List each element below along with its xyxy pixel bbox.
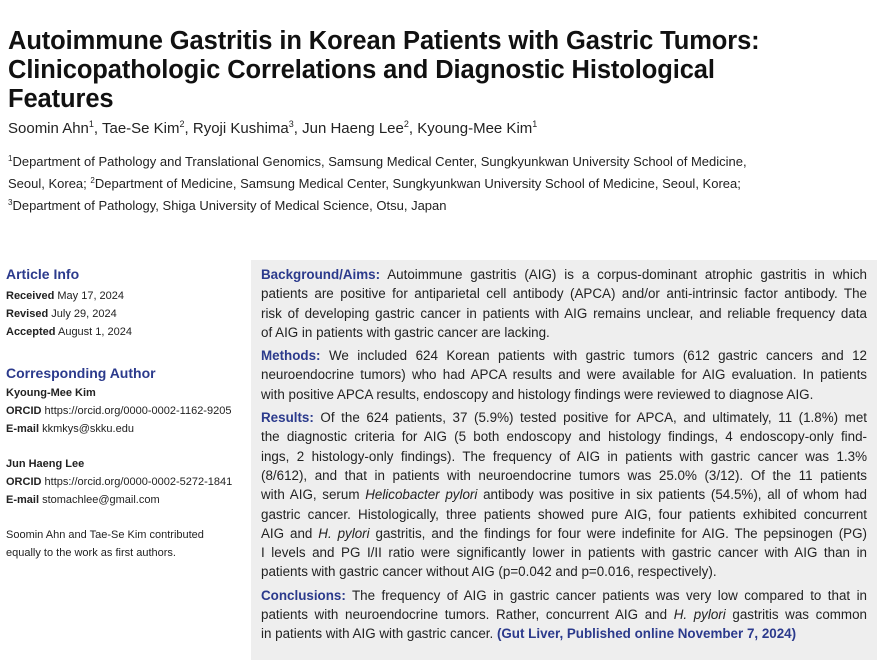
accepted-date: Accepted August 1, 2024: [6, 326, 132, 338]
affiliation-text: Department of Medicine, Samsung Medical Center, Sungkyunkwan University School of Medicine, Seoul, Korea;: [94, 176, 741, 191]
revised-date: Revised July 29, 2024: [6, 308, 117, 320]
affiliation-marker: 1: [8, 154, 13, 163]
section-label: Results:: [261, 410, 314, 426]
author-name: Jun Haeng Lee: [302, 120, 404, 137]
abstract-box: [251, 260, 877, 660]
author-list: Soomin Ahn$^1$, Tae-Se Kim$^2$, Ryoji Kushima$^3$, Jun Haeng Lee$^2$, Kyoung-Mee Kim$^1$: [8, 119, 538, 137]
affiliations: [8, 149, 870, 215]
article-title: [8, 27, 873, 114]
email-link[interactable]: stomachlee@gmail.com: [42, 494, 160, 506]
section-label: Background/Aims:: [261, 267, 381, 282]
affiliation-line: [8, 171, 870, 193]
abstract-background: Background/Aims: Autoimmune gastritis (AIG) is a corpus-dominant atrophic gastritis in which patients are positive for antiparietal cell antibody (APCA) and/or anti-intrinsic factor antibody. The risk of developing gastric cancer in patients with AIG remains unclear, and reliable frequency data of AIG in patients with gastric cancer are lacking.: [261, 267, 867, 340]
section-label: Conclusions:: [261, 587, 346, 603]
affiliation-line: [8, 149, 870, 171]
article-info-heading: Article Info: [6, 266, 80, 282]
affiliation-marker: 2: [403, 119, 409, 129]
author-name: Ryoji Kushima: [192, 120, 289, 137]
citation: (Gut Liver, Published online November 7, 2024): [496, 626, 797, 642]
affiliation-marker: 3: [8, 198, 13, 207]
sidebar: [6, 265, 246, 562]
affiliation-text: Department of Pathology, Shiga University of Medical Science, Otsu, Japan: [12, 198, 447, 213]
affiliation-marker: 2: [90, 176, 95, 185]
title-line: Features: [8, 85, 114, 114]
corresponding-author-heading: Corresponding Author: [6, 365, 156, 381]
author-name: Kyoung-Mee Kim: [417, 120, 533, 137]
abstract-conclusions: Conclusions: The frequency of AIG in gastric cancer patients was very low compared to that in patients with neuroendocrine tumors. Rather, concurrent AIG and H. pylori gastritis was common in patients with AIG with gastric cancer. (Gut Liver, Published online November 7, 2024): [261, 587, 867, 642]
email-line: E-mail stomachlee@gmail.com: [6, 494, 160, 506]
email-link[interactable]: kkmkys@skku.edu: [42, 423, 134, 435]
affiliation-marker: 1: [88, 119, 94, 129]
abstract-results: Results: Of the 624 patients, 37 (5.9%) tested positive for APCA, and ultimately, 11 (1.8%) met the diagnostic criteria for AIG (5 both endoscopy and histology findings, 4 endoscopy-only find- ings, 2 histology-only findings). The frequency of AIG in patients with gastric cancer was 1.3% (8/612), and that in patients with neuroendocrine tumors was 25.0% (3/12). Of the 11 patients with AIG, serum Helicobacter pylori antibody was positive in six patients (54.5%), all of whom had gastric cancer. Histologically, three patients showed pure AIG, four patients exhibited concurrent AIG and H. pylori gastritis, and the findings for four were indefinite for AIG. The pepsinogen (PG) I levels and PG I/II ratio were significantly lower in patients with gastric cancer with AIG than in patients with gastric cancer without AIG (p=0.042 and p=0.016, respectively).: [261, 410, 867, 580]
contribution-note: equally to the work as first authors.: [6, 547, 176, 559]
received-date: Received May 17, 2024: [6, 290, 125, 302]
author-name: Tae-Se Kim: [101, 120, 180, 137]
corresponding-author-name: Jun Haeng Lee: [6, 458, 85, 470]
affiliation-marker: 2: [179, 119, 185, 129]
affiliation-text: Seoul, Korea;: [8, 176, 91, 191]
title-line: Autoimmune Gastritis in Korean Patients with Gastric Tumors:: [8, 27, 760, 56]
orcid-line: ORCID https://orcid.org/0000-0002-5272-1841: [6, 476, 233, 488]
corresponding-author-name: Kyoung-Mee Kim: [6, 387, 96, 399]
orcid-link[interactable]: https://orcid.org/0000-0002-5272-1841: [44, 476, 233, 488]
author-name: Soomin Ahn: [8, 120, 89, 137]
orcid-line: ORCID https://orcid.org/0000-0002-1162-9205: [6, 405, 232, 417]
affiliation-marker: 3: [288, 119, 294, 129]
abstract-methods: Methods: We included 624 Korean patients with gastric tumors (612 gastric cancers and 12 neuroendocrine tumors) who had APCA results and were available for AIG evaluation. In patients with positive APCA results, endoscopy and histology findings were reviewed to diagnose AIG.: [261, 348, 867, 402]
affiliation-line: [8, 193, 870, 215]
title-line: Clinicopathologic Correlations and Diagnostic Histological: [8, 56, 715, 85]
section-label: Methods:: [261, 348, 321, 364]
affiliation-marker: 1: [532, 119, 538, 129]
orcid-link[interactable]: https://orcid.org/0000-0002-1162-9205: [44, 405, 232, 417]
affiliation-text: Department of Pathology and Translational Genomics, Samsung Medical Center, Sungkyunkwan University School of Medicine,: [12, 154, 747, 169]
contribution-note: Soomin Ahn and Tae-Se Kim contributed: [6, 529, 204, 541]
email-line: E-mail kkmkys@skku.edu: [6, 423, 134, 435]
